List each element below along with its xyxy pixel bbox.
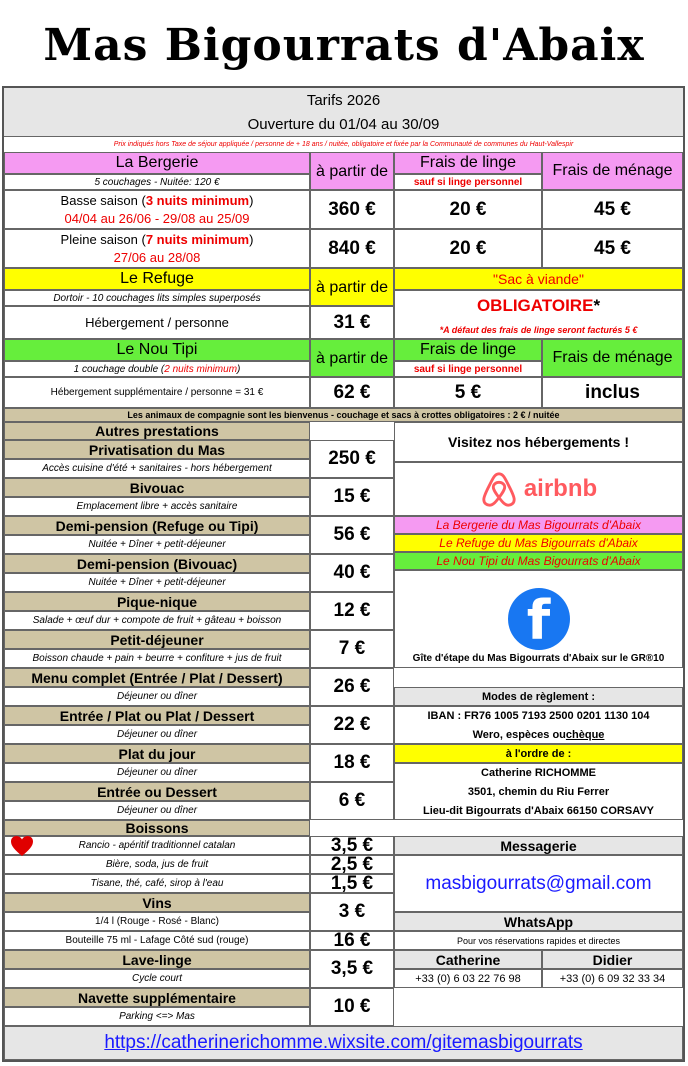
payment-box (394, 706, 683, 744)
vin1-label: 1/4 l (Rouge - Rosé - Blanc) (4, 912, 310, 931)
eod-title: Entrée ou Dessert (4, 782, 310, 801)
pleine-menage: 45 € (542, 229, 683, 268)
payee-name: Catherine RICHOMME (481, 766, 596, 779)
dp2-sub: Nuitée + Dîner + petit-déjeuner (4, 573, 310, 592)
pj-sub: Déjeuner ou dîner (4, 763, 310, 782)
modes-heading: Modes de règlement : (394, 687, 683, 706)
lave-sub: Cycle court (4, 969, 310, 988)
bergerie-menage-header: Frais de ménage (542, 152, 683, 190)
facebook-icon (508, 588, 570, 650)
tisane-price: 1,5 € (310, 874, 394, 893)
bivouac-sub: Emplacement libre + accès sanitaire (4, 497, 310, 516)
airbnb-logo[interactable] (394, 462, 683, 516)
sac-a-viande: "Sac à viande" (394, 268, 683, 290)
tipi-linge-header: Frais de linge (394, 339, 542, 361)
heart-icon (10, 835, 34, 857)
bergerie-linge-header: Frais de linge (394, 152, 542, 174)
basse-label: Basse saison ( (60, 192, 146, 208)
animaux-note: Les animaux de compagnie sont les bienvenus - couchage et sacs à crottes obligatoires : 2 € / nuitée (4, 408, 683, 422)
pleine-min: 7 nuits minimum (145, 231, 250, 247)
basse-dates: 04/04 au 26/06 - 29/08 au 25/09 (64, 210, 250, 226)
basse-min: 3 nuits minimum (145, 192, 250, 208)
vin2-price: 16 € (310, 931, 394, 950)
facebook-letter: f (526, 589, 551, 650)
taxe-note: Prix indiqués hors Taxe de séjour appliquée / personne de + 18 ans / nuitée, obligatoire et fixée par la Communauté de communes du Haut-Vallespir (4, 136, 683, 152)
messagerie-heading: Messagerie (394, 836, 683, 855)
rancio-label: Rancio - apéritif traditionnel catalan (4, 836, 310, 855)
wero-text: Wero, espèces ou (472, 728, 566, 741)
pleine-close: ) (249, 231, 254, 247)
tisane-label: Tisane, thé, café, sirop à l'eau (4, 874, 310, 893)
tipi-a-partir: à partir de (310, 339, 394, 377)
dp1-title: Demi-pension (Refuge ou Tipi) (4, 516, 310, 535)
phone-catherine[interactable]: +33 (0) 6 03 22 76 98 (394, 969, 542, 988)
ordre-heading: à l'ordre de : (394, 744, 683, 763)
priv-price: 250 € (310, 440, 394, 478)
basse-price: 360 € (310, 190, 394, 229)
contact-didier: Didier (542, 950, 683, 969)
obligatoire-star: * (593, 296, 601, 315)
tipi-menage-header: Frais de ménage (542, 339, 683, 377)
whatsapp-note: Pour vos réservations rapides et directes (394, 931, 683, 950)
menu-price: 26 € (310, 668, 394, 706)
phone-didier[interactable]: +33 (0) 6 09 32 33 34 (542, 969, 683, 988)
link-refuge[interactable]: Le Refuge du Mas Bigourrats d'Abaix (394, 534, 683, 552)
tipi-supp: Hébergement supplémentaire / personne = 31 € (4, 377, 310, 408)
navette-price: 10 € (310, 988, 394, 1026)
menu-sub: Déjeuner ou dîner (4, 687, 310, 706)
obligatoire-text: OBLIGATOIRE (476, 296, 594, 315)
epd-title: Entrée / Plat ou Plat / Dessert (4, 706, 310, 725)
rancio-price: 3,5 € (310, 836, 394, 855)
epd-sub: Déjeuner ou dîner (4, 725, 310, 744)
navette-title: Navette supplémentaire (4, 988, 310, 1007)
payee-addr2: Lieu-dit Bigourrats d'Abaix 66150 CORSAVY (422, 804, 655, 817)
tipi-price: 62 € (310, 377, 394, 408)
pn-title: Pique-nique (4, 592, 310, 611)
dp2-price: 40 € (310, 554, 394, 592)
epd-price: 22 € (310, 706, 394, 744)
website-link[interactable]: https://catherinerichomme.wixsite.com/gitemasbigourrats (104, 1032, 583, 1053)
bivouac-title: Bivouac (4, 478, 310, 497)
gite-note: Gîte d'étape du Mas Bigourrats d'Abaix sur le GR®10 (412, 652, 665, 664)
priv-sub: Accès cuisine d'été + sanitaires - hors hébergement (4, 459, 310, 478)
tipi-sub-b: ) (237, 363, 241, 375)
refuge-hebergement: Hébergement / personne (4, 306, 310, 339)
pleine-saison-cell (4, 229, 310, 268)
biere-price: 2,5 € (310, 855, 394, 874)
whatsapp-heading: WhatsApp (394, 912, 683, 931)
pleine-dates: 27/06 au 28/08 (113, 249, 201, 265)
refuge-note: *A défaut des frais de linge seront facturés 5 € (439, 325, 638, 335)
pn-sub: Salade + œuf dur + compote de fruit + gâteau + boisson (4, 611, 310, 630)
pleine-label: Pleine saison ( (60, 231, 146, 247)
tarifs-heading: Tarifs 2026 (4, 88, 683, 112)
basse-close: ) (249, 192, 254, 208)
priv-title: Privatisation du Mas (4, 440, 310, 459)
ouverture-heading: Ouverture du 01/04 au 30/09 (4, 112, 683, 136)
lave-title: Lave-linge (4, 950, 310, 969)
tipi-linge-price: 5 € (394, 377, 542, 408)
pd-title: Petit-déjeuner (4, 630, 310, 649)
iban: IBAN : FR76 1005 7193 2500 0201 1130 104 (427, 709, 650, 722)
pj-price: 18 € (310, 744, 394, 782)
link-bergerie[interactable]: La Bergerie du Mas Bigourrats d'Abaix (394, 516, 683, 534)
dp1-sub: Nuitée + Dîner + petit-déjeuner (4, 535, 310, 554)
lave-price: 3,5 € (310, 950, 394, 988)
vin1-price: 3 € (310, 893, 394, 931)
vin2-label: Bouteille 75 ml - Lafage Côté sud (rouge) (4, 931, 310, 950)
refuge-sub: Dortoir - 10 couchages lits simples superposés (4, 290, 310, 306)
tariff-sheet (2, 86, 685, 1062)
pd-price: 7 € (310, 630, 394, 668)
navette-sub: Parking <=> Mas (4, 1007, 310, 1026)
footer-bar (4, 1026, 683, 1060)
payee-addr1: 3501, chemin du Riu Ferrer (467, 785, 610, 798)
bergerie-name: La Bergerie (4, 152, 310, 174)
eod-price: 6 € (310, 782, 394, 820)
boissons-title: Boissons (4, 820, 310, 836)
tipi-name: Le Nou Tipi (4, 339, 310, 361)
bivouac-price: 15 € (310, 478, 394, 516)
tipi-linge-note: sauf si linge personnel (394, 361, 542, 377)
airbnb-icon (480, 470, 518, 508)
refuge-a-partir: à partir de (310, 268, 394, 306)
tipi-menage-price: inclus (542, 377, 683, 408)
dp2-title: Demi-pension (Bivouac) (4, 554, 310, 573)
contact-catherine: Catherine (394, 950, 542, 969)
bergerie-sub: 5 couchages - Nuitée: 120 € (4, 174, 310, 190)
tipi-sub-a: 1 couchage double ( (73, 363, 165, 375)
pleine-price: 840 € (310, 229, 394, 268)
refuge-right-border (394, 290, 683, 339)
visitez-heading: Visitez nos hébergements ! (394, 422, 683, 462)
basse-saison-cell (4, 190, 310, 229)
biere-label: Bière, soda, jus de fruit (4, 855, 310, 874)
basse-menage: 45 € (542, 190, 683, 229)
tipi-sub-min: 2 nuits minimum (164, 363, 238, 375)
email-link[interactable]: masbigourrats@gmail.com (394, 855, 683, 912)
bergerie-linge-note: sauf si linge personnel (394, 174, 542, 190)
tipi-sub (4, 361, 310, 377)
autres-heading: Autres prestations (4, 422, 310, 440)
link-tipi[interactable]: Le Nou Tipi du Mas Bigourrats d'Abaix (394, 552, 683, 570)
address-box (394, 763, 683, 820)
pj-title: Plat du jour (4, 744, 310, 763)
page-title: Mas Bigourrats d'Abaix (43, 20, 645, 71)
dp1-price: 56 € (310, 516, 394, 554)
menu-title: Menu complet (Entrée / Plat / Dessert) (4, 668, 310, 687)
refuge-price: 31 € (310, 306, 394, 339)
pn-price: 12 € (310, 592, 394, 630)
eod-sub: Déjeuner ou dîner (4, 801, 310, 820)
vins-title: Vins (4, 893, 310, 912)
airbnb-wordmark: airbnb (523, 475, 598, 502)
basse-linge: 20 € (394, 190, 542, 229)
pleine-linge: 20 € (394, 229, 542, 268)
refuge-name: Le Refuge (4, 268, 310, 290)
pd-sub: Boisson chaude + pain + beurre + confiture + jus de fruit (4, 649, 310, 668)
cheque-text: chèque (565, 728, 605, 741)
bergerie-a-partir: à partir de (310, 152, 394, 190)
